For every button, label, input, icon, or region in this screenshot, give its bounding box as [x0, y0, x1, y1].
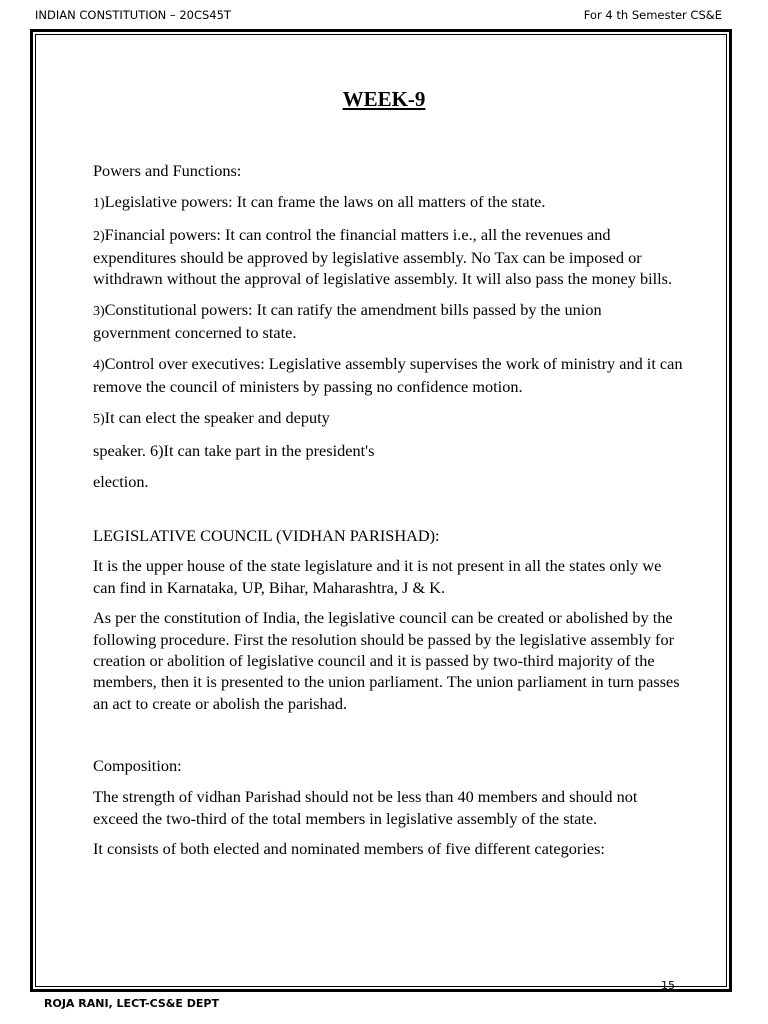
- paragraph-text: Control over executives: Legislative assembly supervises the work of ministry and it can remove the council of ministers by passing no confidence motion.: [93, 354, 683, 397]
- paragraph-election: election.: [93, 471, 149, 491]
- section-heading-powers: Powers and Functions:: [93, 161, 242, 180]
- paragraph-text: Financial powers: It can control the financial matters i.e., all the revenues and expenditures should be approved by legislative assembly. No Tax can be imposed or withdrawn without the approval of legislative assembly. It will also pass the money bills.: [93, 224, 673, 289]
- page-number: 15: [661, 979, 675, 992]
- section-heading-legislative-council: LEGISLATIVE COUNCIL (VIDHAN PARISHAD):: [93, 525, 440, 545]
- document-body: [93, 160, 683, 869]
- paragraph-legislative-powers: [93, 191, 683, 214]
- paragraph-financial-powers: [93, 224, 683, 290]
- paragraph-upper-house: It is the upper house of the state legislature and it is not present in all the states only we can find in Karnataka, UP, Bihar, Maharashtra, J & K.: [93, 556, 662, 597]
- list-number: 5): [93, 412, 105, 428]
- page-title: WEEK-9: [342, 87, 426, 111]
- paragraph-president-election: speaker. 6)It can take part in the president's: [93, 440, 375, 460]
- paragraph-constitutional-powers: [93, 299, 683, 344]
- footer-author: ROJA RANI, LECT-CS&E DEPT: [44, 997, 219, 1010]
- paragraph-creation-procedure: As per the constitution of India, the legislative council can be created or abolished by the following procedure. First the resolution should be passed by the legislative assembly for creation or abolition of legislative council and it is passed by two-third majority of the members, then it is presented to the union parliament. The union parliament in turn passes an act to create or abolish the parishad.: [93, 608, 680, 713]
- paragraph-elect-speaker: [93, 407, 683, 430]
- list-number: 4): [93, 358, 105, 374]
- paragraph-text: Legislative powers: It can frame the laws on all matters of the state.: [104, 191, 546, 211]
- list-number: 2): [93, 228, 105, 244]
- paragraph-categories: It consists of both elected and nominated members of five different categories:: [93, 839, 605, 859]
- section-heading-composition: Composition:: [93, 756, 182, 776]
- header-semester: For 4 th Semester CS&E: [583, 8, 722, 22]
- list-number: 3): [93, 303, 105, 319]
- paragraph-control-over-executives: [93, 353, 683, 398]
- list-number: 1): [93, 195, 105, 211]
- header-course-title: INDIAN CONSTITUTION – 20CS45T: [35, 8, 231, 22]
- paragraph-strength: The strength of vidhan Parishad should not be less than 40 members and should not exceed the two-third of the total members in legislative assembly of the state.: [93, 787, 638, 828]
- paragraph-text: It can elect the speaker and deputy: [104, 408, 330, 428]
- paragraph-text: Constitutional powers: It can ratify the amendment bills passed by the union government concerned to state.: [93, 299, 602, 343]
